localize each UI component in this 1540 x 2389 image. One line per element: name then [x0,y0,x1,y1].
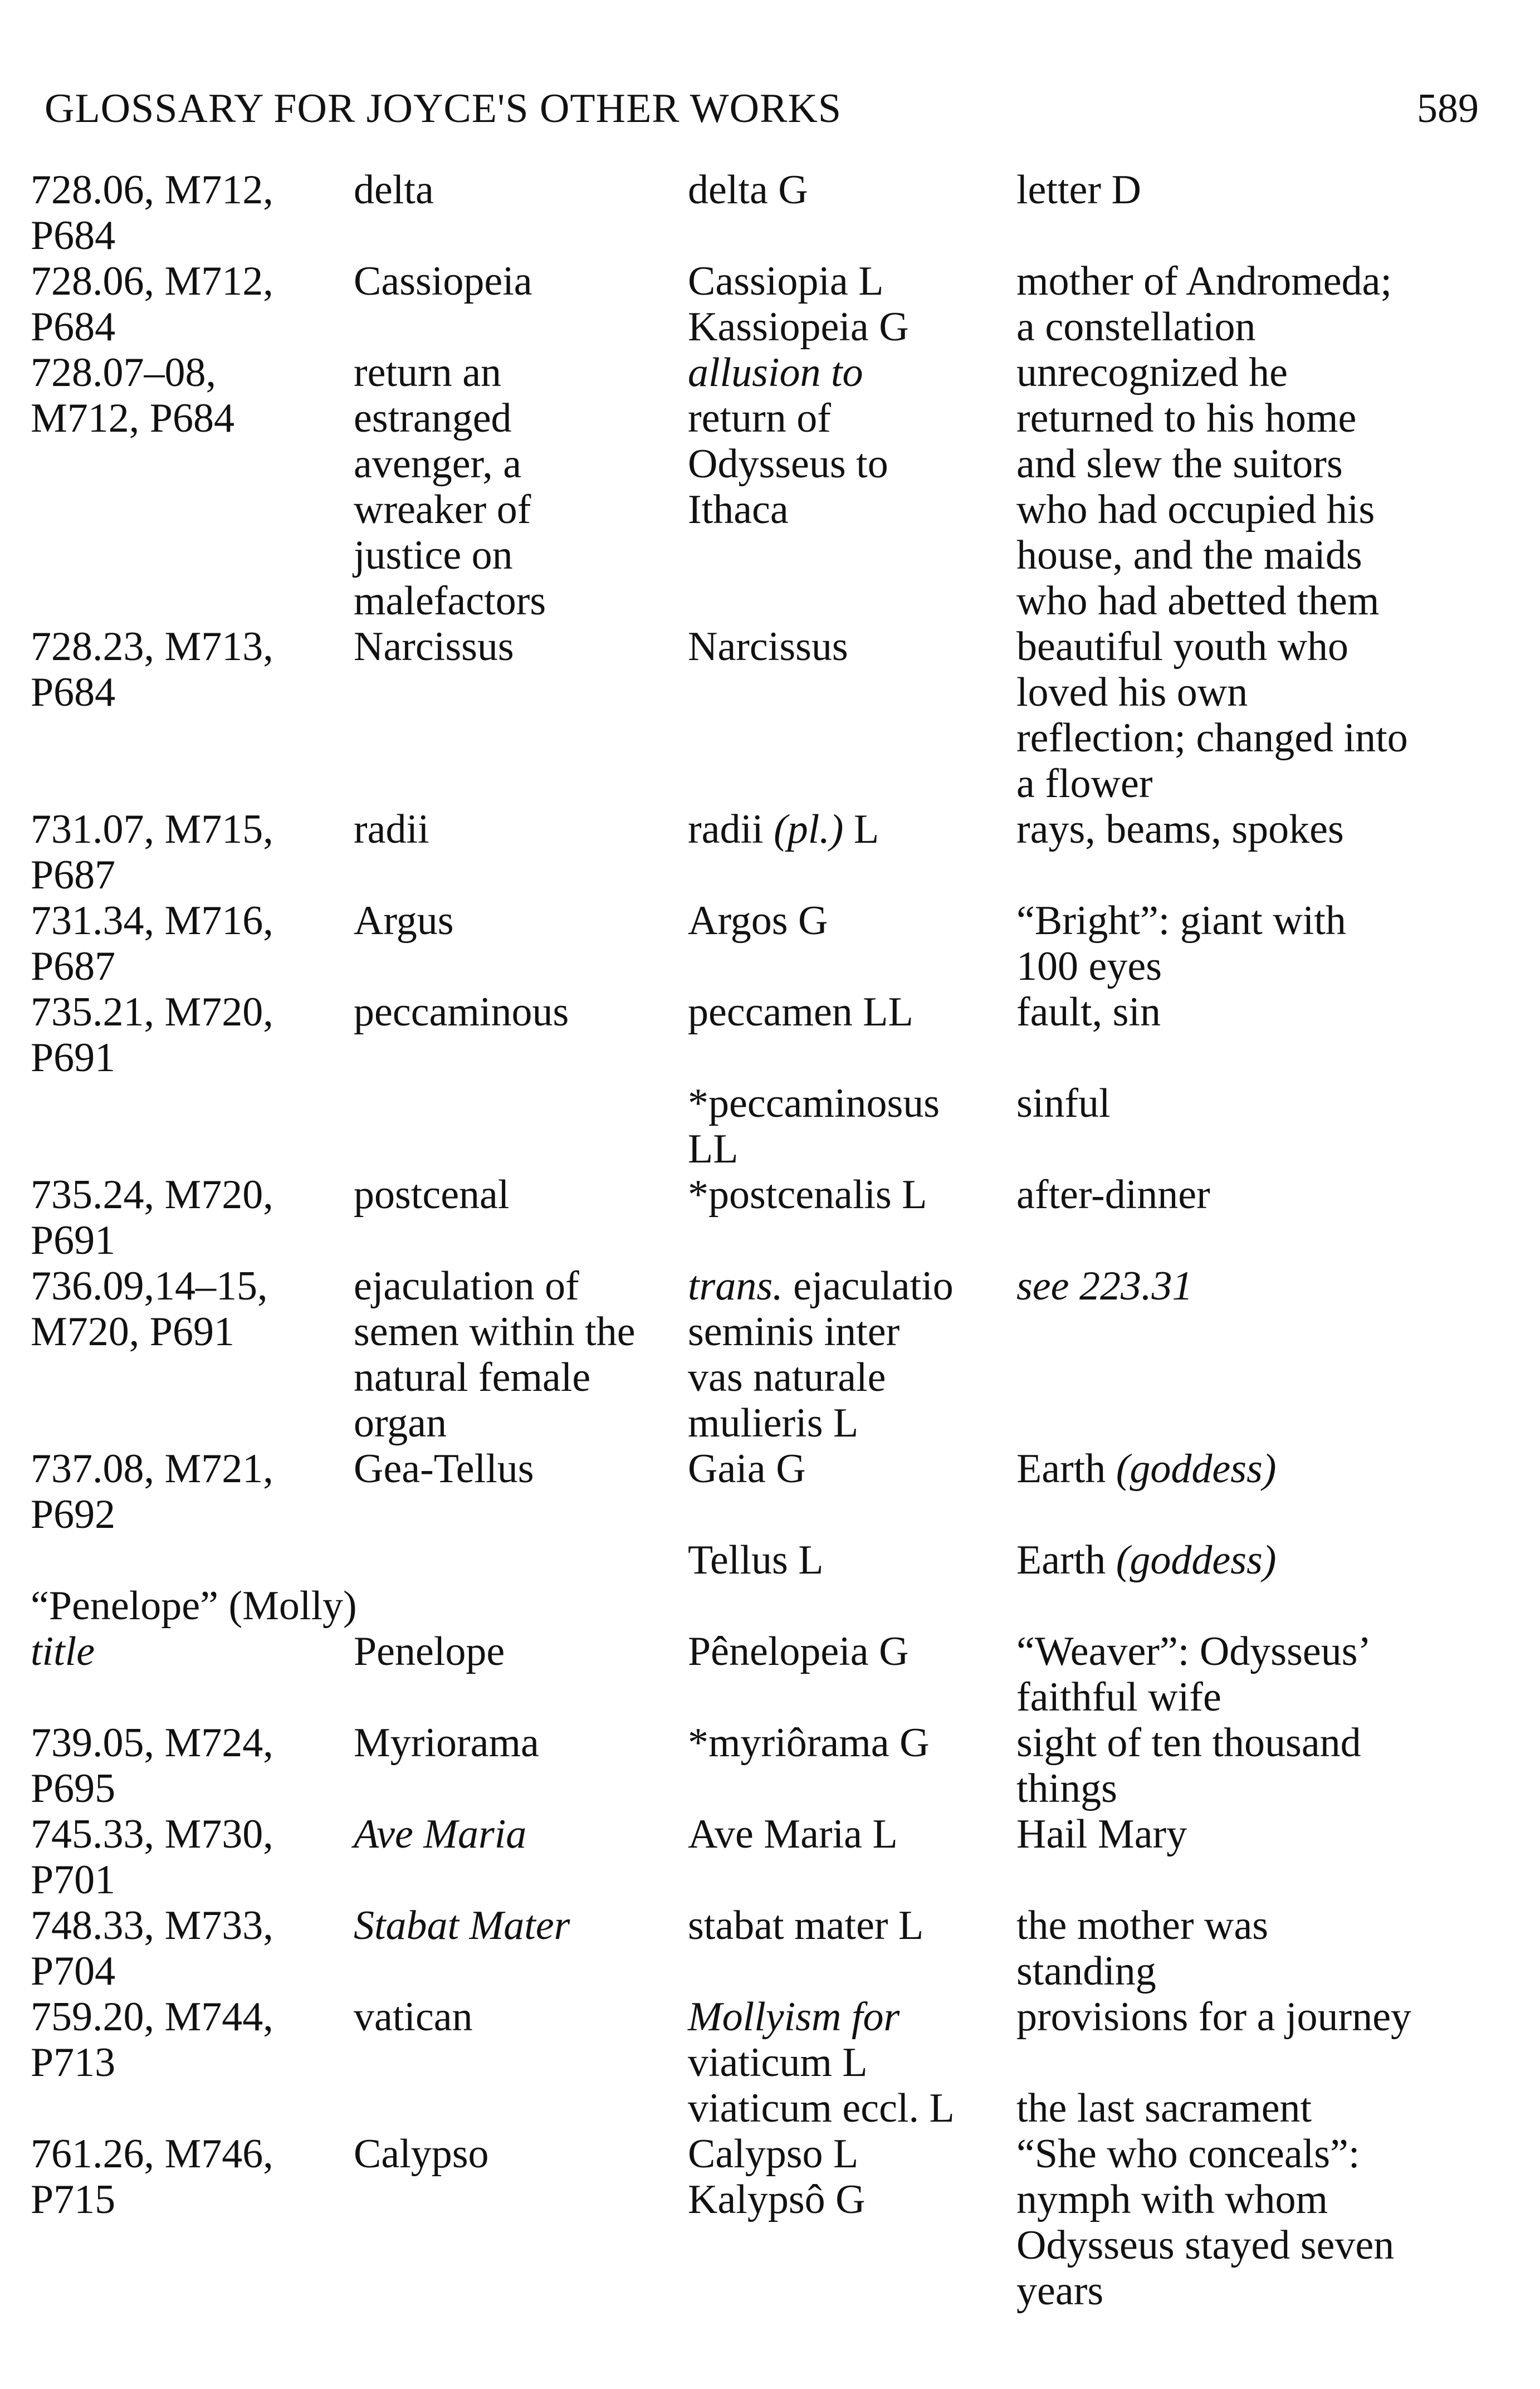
reference: 731.07, M715, P687 [31,807,273,898]
meaning-note: (goddess) [1116,1446,1277,1492]
glossary-row [31,1811,1507,1903]
glossary-row [31,1629,1507,1720]
meaning: Hail Mary [1016,1811,1187,1857]
source-word: viaticum eccl. L [688,2085,955,2131]
glossary-row [31,2131,1507,2314]
glossary-row [31,2085,1507,2131]
reference: 728.23, M713, P684 [31,624,273,715]
meaning: “She who conceals”: nymph with whom Odysseus stayed seven years [1016,2131,1395,2314]
glossary-row [31,167,1507,258]
meaning: the mother was standing [1016,1903,1269,1994]
glossary-row [31,350,1507,624]
word: Gea-Tellus [354,1446,534,1492]
source-prefix: Mollyism for [688,1994,900,2040]
reference: 737.08, M721, P692 [31,1446,273,1537]
word: vatican [354,1994,473,2040]
reference: 728.07–08, M712, P684 [31,350,234,441]
source-word: viaticum L [688,2040,868,2085]
word: Ave Maria [354,1811,527,1857]
word: Cassiopeia [354,258,532,304]
reference: 745.33, M730, P701 [31,1811,273,1903]
meaning: unrecognized he returned to his home and slew the suitors who had occupied his house, and the maids who had abetted them [1016,350,1380,624]
section-title: “Penelope” (Molly) [31,1583,357,1629]
source-word: ejaculatio seminis inter vas naturale mulieris L [688,1263,954,1446]
meaning: “Weaver”: Odysseus’ faithful wife [1016,1629,1372,1720]
meaning: Earth [1016,1537,1106,1583]
reference: 761.26, M746, P715 [31,2131,273,2222]
reference: 735.24, M720, P691 [31,1172,273,1263]
glossary-row [31,1081,1507,1172]
source-abbreviation: (pl.) [774,807,844,852]
reference: title [31,1629,95,1674]
source-word: return of Odysseus to Ithaca [688,395,888,532]
source-word: Argos G [688,898,828,944]
meaning: beautiful youth who loved his own reflection; changed into a flower [1016,624,1408,807]
word: Stabat Mater [354,1903,570,1948]
source-word: Narcissus [688,624,848,670]
source-word: peccamen LL [688,989,913,1035]
meaning: the last sacrament [1016,2085,1312,2131]
source-cell [688,1263,1016,1446]
meaning-cell [1016,1446,1507,1492]
glossary-row [31,1720,1507,1811]
running-title: GLOSSARY FOR JOYCE'S OTHER WORKS [45,86,842,131]
source-word: stabat mater L [688,1903,924,1948]
word: delta [354,167,434,213]
source-language: L [853,807,879,852]
glossary-entries [31,167,1507,2314]
page-header [45,84,1479,134]
meaning: rays, beams, spokes [1016,807,1344,852]
page-number: 589 [1417,86,1479,131]
meaning: Earth [1016,1446,1106,1492]
meaning: “Bright”: giant with 100 eyes [1016,898,1346,989]
meaning: fault, sin [1016,989,1161,1035]
source-word: radii [688,807,764,852]
glossary-row [31,1446,1507,1537]
word: postcenal [354,1172,510,1218]
word: Penelope [354,1629,505,1674]
meaning-note: (goddess) [1116,1537,1277,1583]
source-cell [688,807,1016,852]
source-word: *postcenalis L [688,1172,927,1218]
meaning: letter D [1016,167,1141,213]
source-cell [688,1994,1016,2085]
glossary-row [31,624,1507,807]
glossary-row [31,1263,1507,1446]
glossary-row [31,1903,1507,1994]
source-prefix: allusion to [688,350,863,395]
meaning-cell [1016,1537,1507,1583]
source-word: Cassiopia L Kassiopeia G [688,258,909,350]
meaning: mother of Andromeda; a constellation [1016,258,1392,350]
glossary-row [31,1994,1507,2085]
word: radii [354,807,429,852]
source-word: *peccaminosus LL [688,1081,940,1172]
meaning: sight of ten thousand things [1016,1720,1361,1811]
word: Argus [354,898,454,944]
reference: 728.06, M712, P684 [31,258,273,350]
source-prefix: trans. [688,1263,783,1309]
reference: 731.34, M716, P687 [31,898,273,989]
source-word: *myriôrama G [688,1720,930,1766]
reference: 736.09,14–15, M720, P691 [31,1263,268,1355]
word: peccaminous [354,989,569,1035]
word: return an estranged avenger, a wreaker of justice on malefactors [354,350,546,624]
source-word: Tellus L [688,1537,824,1583]
word: Narcissus [354,624,514,670]
glossary-row [31,989,1507,1081]
meaning: see 223.31 [1016,1263,1193,1309]
source-word: Pênelopeia G [688,1629,909,1674]
glossary-row [31,258,1507,350]
reference: 759.20, M744, P713 [31,1994,273,2085]
meaning: after-dinner [1016,1172,1210,1218]
source-word: Calypso L Kalypsô G [688,2131,866,2222]
source-word: delta G [688,167,808,213]
reference: 748.33, M733, P704 [31,1903,273,1994]
word: ejaculation of semen within the natural female organ [354,1263,635,1446]
glossary-row [31,1537,1507,1583]
word: Calypso [354,2131,489,2177]
source-cell [688,350,1016,532]
meaning: sinful [1016,1081,1111,1126]
word: Myriorama [354,1720,539,1766]
glossary-row [31,807,1507,898]
reference: 735.21, M720, P691 [31,989,273,1081]
reference: 728.06, M712, P684 [31,167,273,258]
glossary-row [31,898,1507,989]
reference: 739.05, M724, P695 [31,1720,273,1811]
glossary-row [31,1172,1507,1263]
source-word: Gaia G [688,1446,806,1492]
source-word: Ave Maria L [688,1811,898,1857]
meaning: provisions for a journey [1016,1994,1412,2040]
